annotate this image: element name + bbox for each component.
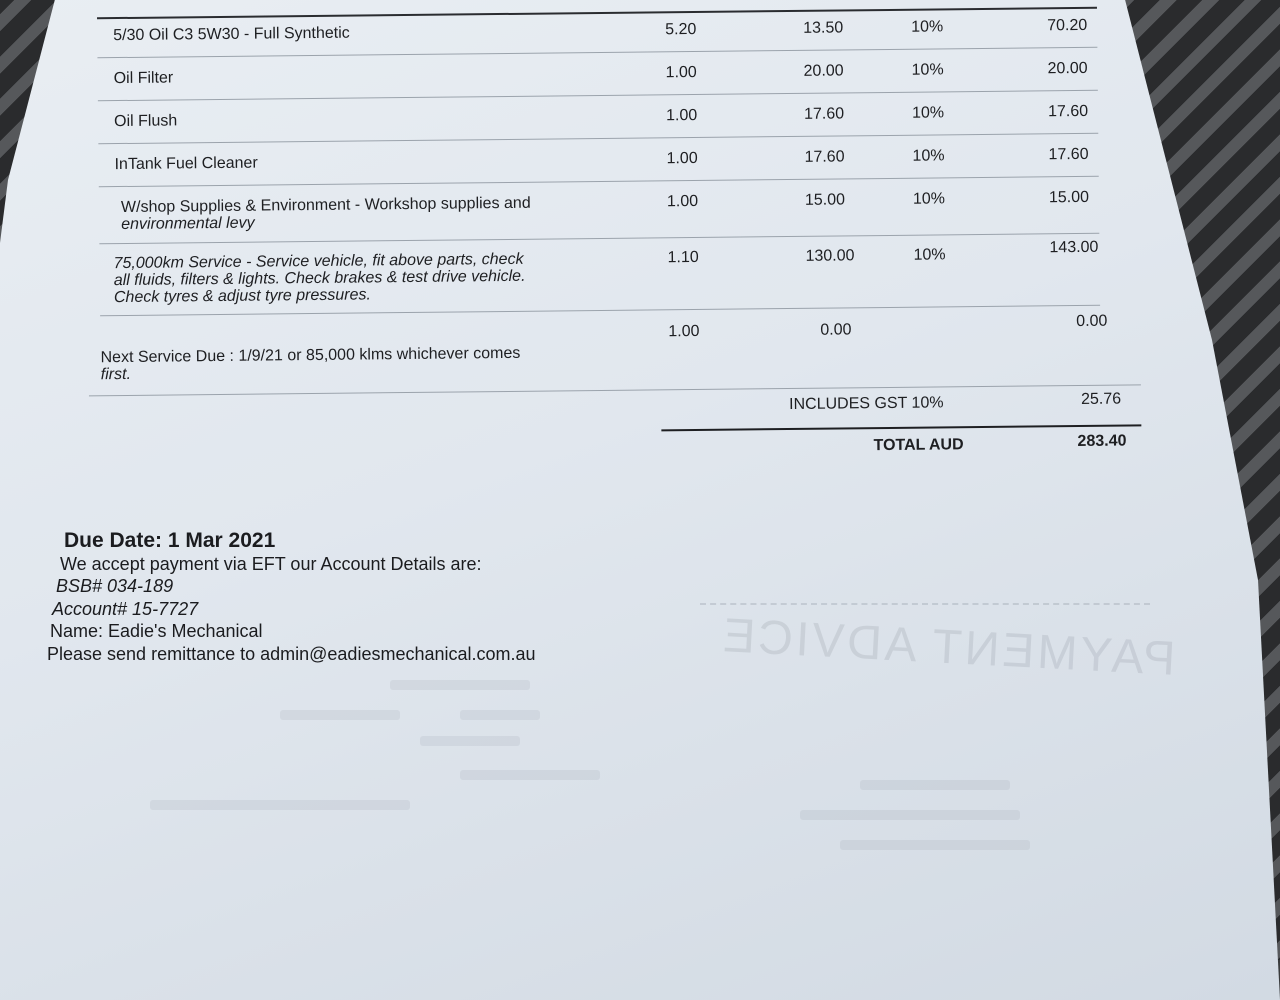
remittance-email: Please send remittance to admin@eadiesmechanical.com.au <box>47 643 536 664</box>
line-item <box>98 145 1098 174</box>
total-value: 283.40 <box>1077 432 1127 451</box>
line-item <box>98 102 1098 131</box>
item-description-line: first. <box>100 365 132 384</box>
total-label: TOTAL AUD <box>873 436 964 455</box>
payment-advice-watermark: PAYMENT ADVICE <box>718 609 1177 686</box>
item-gst: 10% <box>913 246 946 264</box>
row-divider <box>89 384 1141 396</box>
row-divider <box>100 305 1100 316</box>
bleed-through-text <box>240 680 1060 940</box>
item-description-line: 75,000km Service - Service vehicle, fit above parts, check <box>113 250 524 273</box>
row-divider <box>99 176 1099 187</box>
gst-label: INCLUDES GST 10% <box>789 394 944 414</box>
account-name: Name: Eadie's Mechanical <box>50 621 263 641</box>
row-divider <box>98 133 1098 144</box>
item-description-line: Check tyres & adjust tyre pressures. <box>113 286 372 307</box>
item-qty: 1.00 <box>666 149 698 168</box>
item-qty: 1.00 <box>665 63 697 82</box>
item-description: Oil Flush <box>114 112 178 131</box>
item-amount: 20.00 <box>1047 59 1088 78</box>
totals-rule <box>661 424 1141 431</box>
line-item <box>100 312 1108 384</box>
item-description: InTank Fuel Cleaner <box>114 154 258 174</box>
line-item <box>98 59 1098 88</box>
item-gst: 10% <box>912 147 945 165</box>
payment-details <box>48 530 536 665</box>
item-gst: 10% <box>911 18 944 36</box>
item-description-line: Next Service Due : 1/9/21 or 85,000 klms whichever comes <box>100 344 521 367</box>
item-amount: 17.60 <box>1047 102 1089 121</box>
item-qty: 5.20 <box>665 20 697 39</box>
item-price: 0.00 <box>820 321 852 339</box>
item-description: Oil Filter <box>113 69 174 88</box>
item-description <box>114 251 526 306</box>
item-gst: 10% <box>911 61 944 79</box>
item-description: 5/30 Oil C3 5W30 - Full Synthetic <box>113 24 350 45</box>
item-gst: 10% <box>912 190 946 208</box>
item-description-line: W/shop Supplies & Environment - Workshop supplies and <box>120 194 531 217</box>
gst-value: 25.76 <box>1080 390 1122 408</box>
item-price: 17.60 <box>803 105 845 123</box>
row-divider <box>99 233 1099 244</box>
item-qty: 1.10 <box>667 248 699 267</box>
item-price: 20.00 <box>803 62 844 80</box>
line-item <box>99 188 1099 234</box>
table-top-rule <box>97 7 1097 19</box>
perforation-line <box>700 603 1150 605</box>
line-item <box>100 238 1100 307</box>
line-item <box>97 16 1097 45</box>
due-date: Due Date: 1 Mar 2021 <box>64 529 276 552</box>
item-amount: 17.60 <box>1048 145 1089 164</box>
item-price: 130.00 <box>805 247 855 265</box>
item-amount: 15.00 <box>1048 188 1090 207</box>
item-amount: 143.00 <box>1049 238 1099 257</box>
item-price: 17.60 <box>804 148 845 166</box>
item-amount: 70.20 <box>1047 16 1088 35</box>
bsb-number: BSB# 034-189 <box>56 576 174 596</box>
item-description <box>121 195 531 233</box>
item-description-line: environmental levy <box>121 214 255 234</box>
item-qty: 1.00 <box>665 106 698 125</box>
account-number: Account# 15-7727 <box>52 598 199 619</box>
payment-method: We accept payment via EFT our Account Details are: <box>60 553 482 574</box>
item-qty: 1.00 <box>666 192 699 211</box>
item-amount: 0.00 <box>1076 312 1108 331</box>
row-divider <box>97 47 1097 58</box>
item-qty: 1.00 <box>668 322 700 341</box>
item-price: 15.00 <box>804 191 846 209</box>
item-description-line: all fluids, filters & lights. Check brakes & test drive vehicle. <box>113 267 526 290</box>
row-divider <box>98 90 1098 101</box>
item-gst: 10% <box>911 104 945 122</box>
item-description <box>100 345 520 383</box>
item-price: 13.50 <box>803 19 844 37</box>
